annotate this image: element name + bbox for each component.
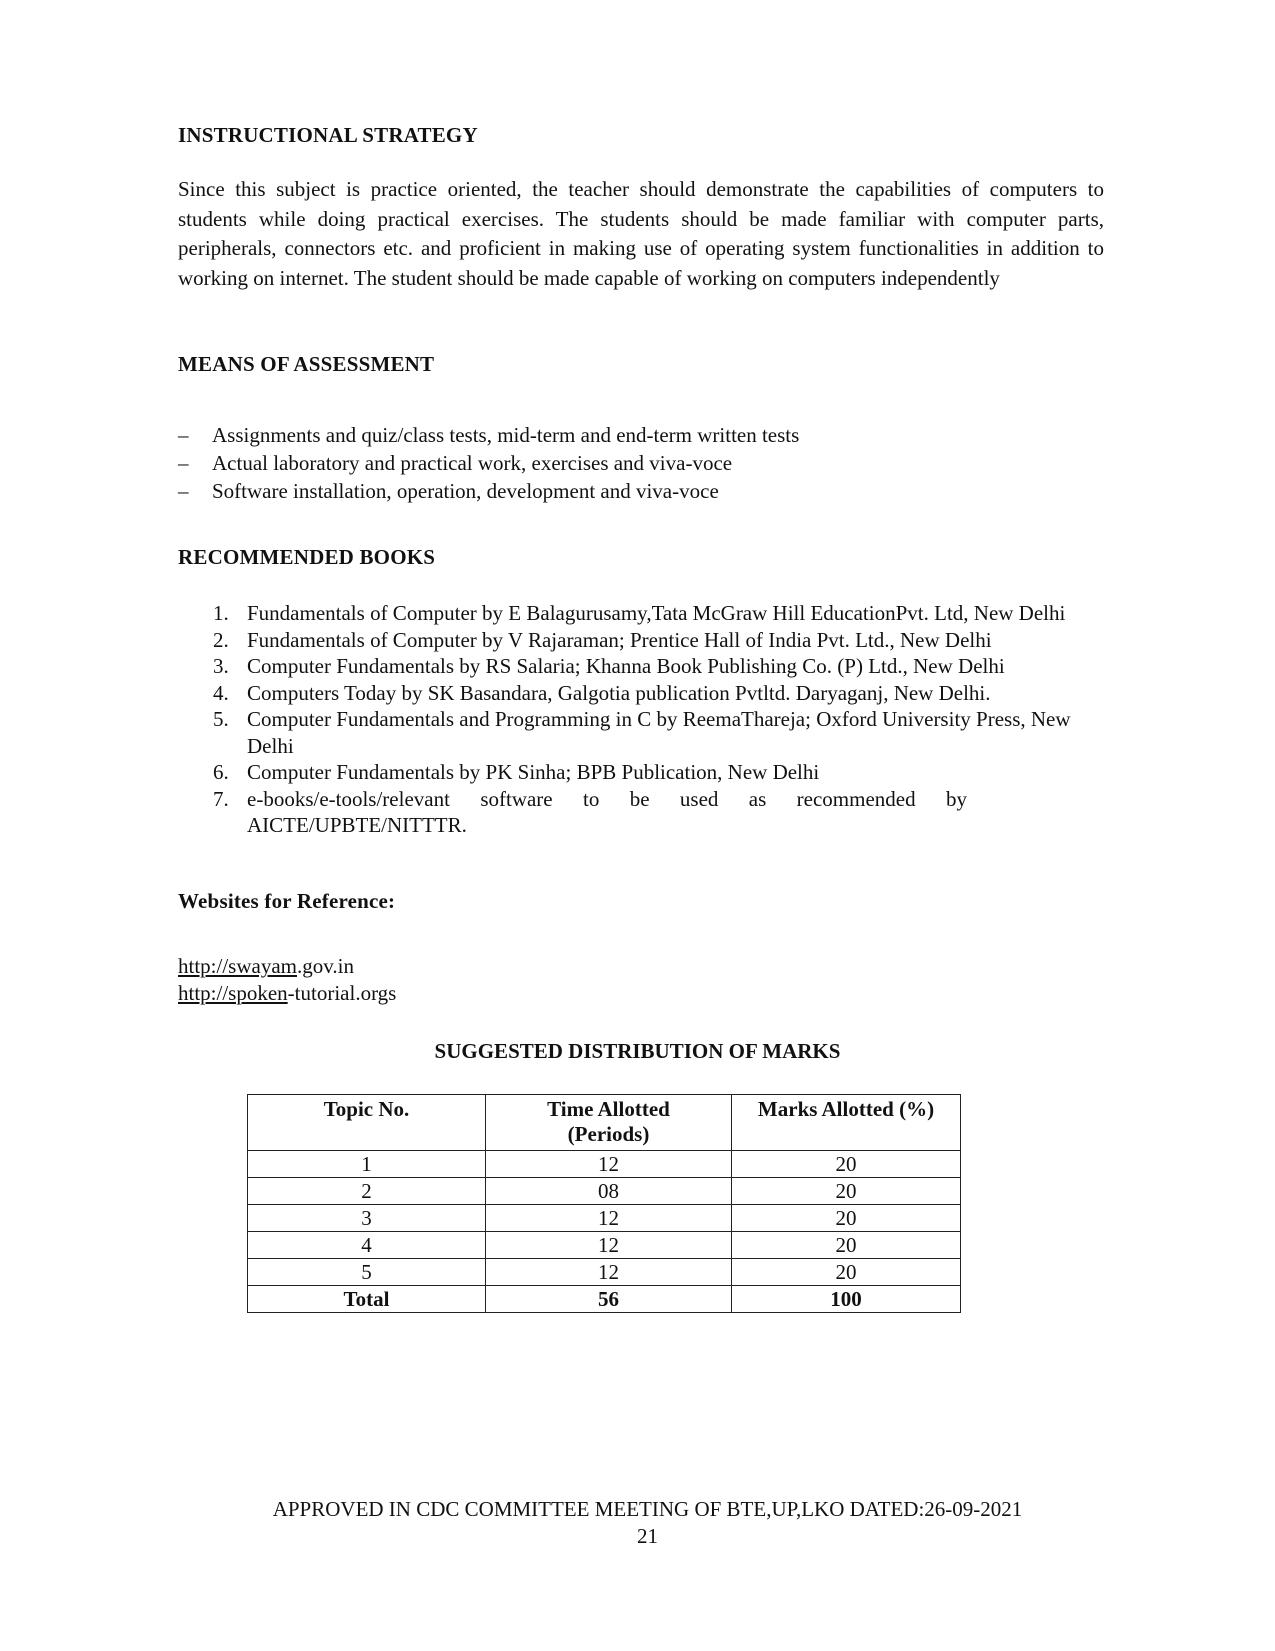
- list-item: [213, 653, 1118, 680]
- assessment-item-text: Actual laboratory and practical work, exercises and viva-voce: [212, 451, 733, 475]
- total-label-cell: Total: [248, 1286, 486, 1313]
- link-underlined-text[interactable]: http://spoken: [178, 981, 288, 1005]
- websites-heading: Websites for Reference:: [178, 889, 396, 913]
- list-item: [213, 627, 1118, 654]
- assessment-list: [178, 421, 799, 505]
- book-number: 2.: [213, 627, 229, 652]
- table-row: [248, 1232, 961, 1259]
- marks-cell: 20: [732, 1151, 961, 1178]
- time-cell: 12: [486, 1205, 732, 1232]
- list-item: [213, 600, 1118, 627]
- time-cell: 12: [486, 1232, 732, 1259]
- instructional-strategy-heading: INSTRUCTIONAL STRATEGY: [178, 123, 478, 147]
- header-topic-no: Topic No.: [248, 1095, 486, 1151]
- approval-note: APPROVED IN CDC COMMITTEE MEETING OF BTE,UP,LKO DATED:26-09-2021: [272, 1497, 1023, 1521]
- recommended-books-heading: RECOMMENDED BOOKS: [178, 545, 436, 569]
- header-time-allotted-text: Time Allotted (Periods): [547, 1097, 670, 1146]
- topic-cell: 5: [248, 1259, 486, 1286]
- topic-cell: 3: [248, 1205, 486, 1232]
- marks-cell: 20: [732, 1178, 961, 1205]
- book-text: e-books/e-tools/relevant software to be used as recommended by AICTE/UPBTE/NITTTR.: [247, 786, 967, 837]
- website-link[interactable]: [178, 953, 396, 980]
- books-list: [213, 600, 1118, 839]
- topic-cell: 2: [248, 1178, 486, 1205]
- table-row: [248, 1205, 961, 1232]
- marks-cell: 20: [732, 1259, 961, 1286]
- book-text: Fundamentals of Computer by E Balagurusamy,Tata McGraw Hill EducationPvt. Ltd, New Delhi: [247, 601, 1066, 625]
- list-item: [213, 680, 1118, 707]
- book-text: Computer Fundamentals by PK Sinha; BPB Publication, New Delhi: [247, 760, 820, 784]
- link-rest-text: -tutorial.orgs: [287, 981, 397, 1005]
- marks-cell: 20: [732, 1205, 961, 1232]
- book-number: 3.: [213, 654, 229, 678]
- dash-bullet: –: [178, 423, 189, 447]
- means-of-assessment-heading: MEANS OF ASSESSMENT: [178, 352, 435, 376]
- table-row: [248, 1259, 961, 1286]
- list-item: [178, 449, 799, 477]
- book-number: 5.: [213, 707, 229, 731]
- header-time-allotted: [486, 1095, 732, 1151]
- book-text: Computer Fundamentals by RS Salaria; Khanna Book Publishing Co. (P) Ltd., New Delhi: [247, 654, 1005, 678]
- table-total-row: [248, 1286, 961, 1313]
- book-number: 1.: [213, 601, 229, 625]
- page-footer: [0, 1496, 1275, 1550]
- book-text: Computer Fundamentals and Programming in C by ReemaThareja; Oxford University Press, New Delhi: [247, 707, 1071, 758]
- list-item: [213, 706, 1118, 759]
- website-links: [178, 953, 396, 1007]
- book-text: Computers Today by SK Basandara, Galgotia publication Pvtltd. Daryaganj, New Delhi.: [247, 680, 991, 705]
- link-rest-text: .gov.in: [297, 954, 354, 978]
- list-item: [213, 759, 1118, 786]
- list-item: [178, 421, 799, 449]
- table-row: [248, 1178, 961, 1205]
- marks-cell: 20: [732, 1232, 961, 1259]
- total-time-cell: 56: [486, 1286, 732, 1313]
- time-cell: 12: [486, 1151, 732, 1178]
- instructional-strategy-text: Since this subject is practice oriented, the teacher should demonstrate the capabilities of computers to students while doing practical exercises. The students should be made familiar with computer parts, peripherals, connectors etc. and proficient in making use of operating system functionalities in addition to working on internet. The student should be made capable of working on computers independently: [178, 177, 1104, 290]
- table-row: [248, 1151, 961, 1178]
- book-number: 6.: [213, 760, 229, 784]
- table-header-row: [248, 1095, 961, 1151]
- list-item: [213, 786, 967, 839]
- time-cell: 08: [486, 1178, 732, 1205]
- assessment-item-text: Assignments and quiz/class tests, mid-term and end-term written tests: [212, 423, 800, 447]
- link-underlined-text[interactable]: http://swayam: [178, 954, 297, 978]
- dash-bullet: –: [178, 479, 189, 503]
- topic-cell: 4: [248, 1232, 486, 1259]
- marks-table-title: SUGGESTED DISTRIBUTION OF MARKS: [434, 1039, 841, 1063]
- page-number: 21: [637, 1524, 658, 1548]
- website-link[interactable]: [178, 980, 396, 1007]
- header-marks-allotted: Marks Allotted (%): [732, 1095, 961, 1151]
- marks-table: [247, 1094, 961, 1313]
- book-number: 4.: [213, 680, 229, 705]
- time-cell: 12: [486, 1259, 732, 1286]
- book-number: 7.: [213, 786, 229, 811]
- total-marks-cell: 100: [732, 1286, 961, 1313]
- dash-bullet: –: [178, 451, 189, 475]
- topic-cell: 1: [248, 1151, 486, 1178]
- assessment-item-text: Software installation, operation, development and viva-voce: [212, 479, 719, 503]
- list-item: [178, 477, 799, 505]
- book-text: Fundamentals of Computer by V Rajaraman; Prentice Hall of India Pvt. Ltd., New Delhi: [247, 627, 992, 652]
